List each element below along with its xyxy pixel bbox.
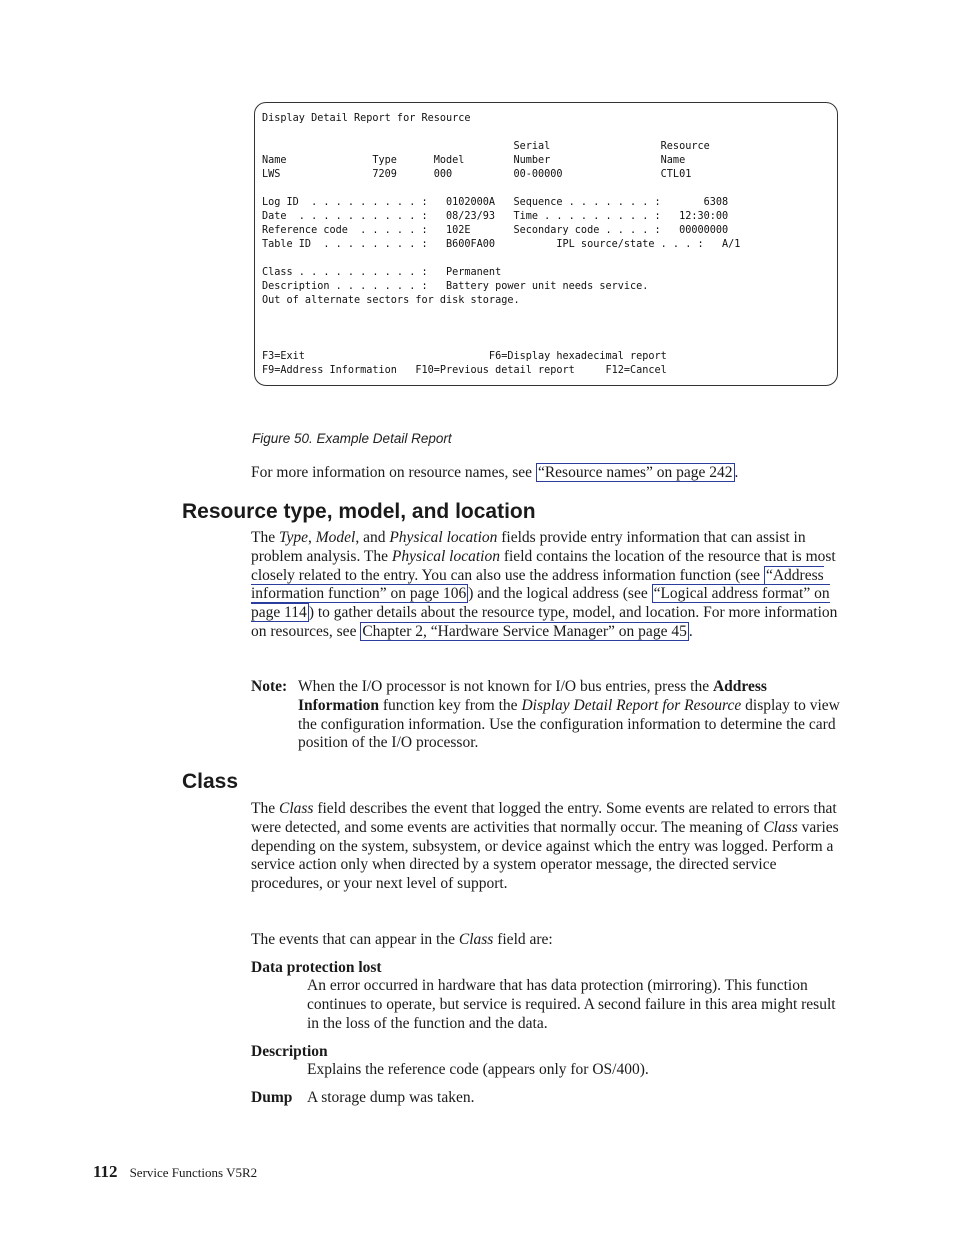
page-number: 112 [93, 1162, 118, 1181]
figure-caption: Figure 50. Example Detail Report [252, 431, 452, 446]
address-information-link[interactable]: “Address information function” on page 106 [251, 566, 824, 603]
term-data-protection-lost: Data protection lost [251, 959, 382, 976]
resource-names-link[interactable]: “Resource names” on page 242 [537, 464, 733, 481]
section-heading-class: Class [182, 770, 239, 793]
definition-data-protection-lost: An error occurred in hardware that has data protection (mirroring). This function continues to operate, but service is required. A second failure in this area might result in the loss of the function and the data. [307, 977, 836, 1032]
intro-paragraph: For more information on resource names, see “Resource names” on page 242 . [251, 464, 739, 481]
note-block [251, 678, 841, 753]
term-description: Description [251, 1043, 328, 1060]
definition-dump: A storage dump was taken. [307, 1089, 475, 1106]
logical-address-link[interactable]: “Logical address format” on page 114 [251, 585, 830, 622]
resource-type-paragraph: The Type, Model, and Physical location fields provide entry information that can assist in problem analysis. The Physical location field contains the location of the resource that is most closely related to the entry. You can also use the address information function (see “Address information function” on page 106 ) and the logical address (see “Logical address format” on page 114 ) to gather details about the resource type, model, and location. For more information on resources, see Chapter 2, “Hardware Service Manager” on page 45 . [251, 529, 838, 640]
definition-description: Explains the reference code (appears only for OS/400). [307, 1061, 649, 1078]
note-label: Note: [251, 678, 288, 695]
term-dump: Dump [251, 1089, 293, 1106]
class-paragraph: The Class field describes the event that logged the entry. Some events are related to errors that were detected, and some events are activities that normally occur. The meaning of Class varies depending on the system, subsystem, or device against which the entry was logged. Perform a service action only when directed by a system operator message, the directed service procedures, or your next level of support. [251, 800, 839, 893]
screen-text: Display Detail Report for Resource Serial Resource Name Type Model Number Name LWS 7209 000 00-00000 CTL01 Log ID . . . . . . . . . : 0102000A Sequence . . . . . . . : 6308 Date . . . . . . . . . . : 08/23/93 Time . . . . . . . . . : 12:30:00 Reference code . . . . . : 102E Secondary code . . . . : 00000000 Table ID . . . . . . . . : B600FA00 IPL source/state . . . : A/1 Class . . . . . . . . . . : Permanent Description . . . . . . . : Battery power unit needs service. Out of alternate sectors for disk storage. F3=Exit F6=Display hexadecimal report F9=Address Information F10=Previous detail report F12=Cancel [262, 113, 741, 376]
note-body: When the I/O processor is not known for I/O bus entries, press the Address Information function key from the Display Detail Report for Resource display to view the configuration information. Use the configuration information to determine the card position of the I/O processor. [298, 678, 840, 752]
class-events-intro: The events that can appear in the Class field are: [251, 931, 553, 948]
hardware-service-manager-link[interactable]: Chapter 2, “Hardware Service Manager” on page 45 [362, 622, 687, 640]
page-footer [93, 1162, 257, 1182]
detail-report-screen [254, 102, 838, 386]
section-heading-resource-type: Resource type, model, and location [182, 500, 536, 523]
book-title: Service Functions V5R2 [129, 1165, 258, 1180]
